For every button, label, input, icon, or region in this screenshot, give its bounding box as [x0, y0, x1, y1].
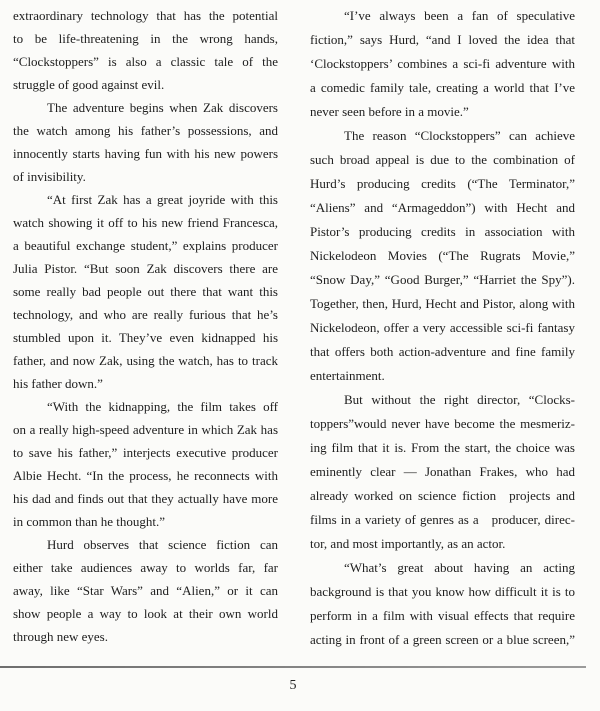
text-line: to save his father,” interjects executive producer [13, 445, 278, 460]
text-line: entertainment. [310, 368, 385, 383]
text-line: extraordinary technology that has the potential [13, 8, 278, 23]
text-line: away, like “Star Wars” and “Alien,” or it can [13, 583, 278, 598]
text-line: innocently starts having fun with his new powers [13, 146, 278, 161]
text-line: such broad appeal is due to the combination of [310, 152, 575, 167]
text-line: his father down.” [13, 376, 103, 391]
text-line: technology, and who are really furious that he’s [13, 307, 278, 322]
text-line: “With the kidnapping, the film takes off [47, 399, 278, 414]
text-line: never seen before in a movie.” [310, 104, 469, 119]
text-line: struggle of good against evil. [13, 77, 165, 92]
text-line: The adventure begins when Zak discovers [47, 100, 278, 115]
text-line: films in a variety of genres as a producer, direc- [310, 512, 575, 527]
text-line: through new eyes. [13, 629, 108, 644]
text-line: Hurd’s producing credits (“The Terminator,” [310, 176, 575, 191]
text-line: Together, then, Hurd, Hecht and Pistor, along with [310, 296, 575, 311]
text-line: Pistor’s producing credits in association with [310, 224, 575, 239]
text-columns [13, 4, 575, 652]
text-line: “At first Zak has a great joyride with this [47, 192, 278, 207]
page-number: 5 [289, 678, 297, 693]
text-line: acting in front of a green screen or a blue screen,” [310, 632, 575, 647]
text-line: ing film that it is. From the start, the choice was [310, 440, 575, 455]
text-column-left [13, 4, 278, 652]
text-line: tor, and most importantly, as an actor. [310, 536, 506, 551]
text-line: fiction,” says Hurd, “and I loved the idea that [310, 32, 575, 47]
text-line: Nickelodeon Movies (“The Rugrats Movie,” [310, 248, 575, 263]
text-line: Hurd observes that science fiction can [47, 537, 278, 552]
text-line: Nickelodeon, offer a very accessible sci-fi fantasy [310, 320, 575, 335]
text-line: toppers”would never have become the mesmeriz- [310, 416, 575, 431]
text-line: perform in a film with visual effects that require [310, 608, 575, 623]
text-line: that offers both action-adventure and fine family [310, 344, 575, 359]
text-line: on a really high-speed adventure in which Zak has [13, 422, 278, 437]
text-line: eminently clear — Jonathan Frakes, who had [310, 464, 575, 479]
text-line: father, and now Zak, using the watch, has to track [13, 353, 278, 368]
text-line: “Aliens” and “Armageddon”) with Hecht and [310, 200, 575, 215]
text-line: either take audiences away to worlds far, far [13, 560, 278, 575]
text-line: some really bad people out there that want this [13, 284, 278, 299]
text-line: show people a way to look at their own world [13, 606, 278, 621]
text-column-right [310, 4, 575, 652]
text-line: already worked on science fiction projects and [310, 488, 575, 503]
text-line: “What’s great about having an acting [344, 560, 575, 575]
text-line: a comedic family tale, creating a world that I’ve [310, 80, 575, 95]
text-line: watch showing it off to his new friend Francesca, [13, 215, 278, 230]
text-line: a beautiful exchange student,” explains producer [13, 238, 278, 253]
text-line: of invisibility. [13, 169, 86, 184]
text-line: his dad and finds out that they actually have more [13, 491, 278, 506]
text-line: Albie Hecht. “In the process, he reconnects with [13, 468, 278, 483]
text-line: the watch among his father’s possessions, and [13, 123, 278, 138]
text-line: in common than he thought.” [13, 514, 166, 529]
text-line: Julia Pistor. “But soon Zak discovers there are [13, 261, 278, 276]
text-line: The reason “Clockstoppers” can achieve [344, 128, 575, 143]
page-footer [0, 678, 586, 694]
text-line: stumbled upon it. They’ve even kidnapped his [13, 330, 278, 345]
text-line: background is that you know how difficult it is to [310, 584, 575, 599]
text-line: “Clockstoppers” is also a classic tale of the [13, 54, 278, 69]
text-line: ‘Clockstoppers’ combines a sci-fi adventure with [310, 56, 575, 71]
text-line: “Snow Day,” “Good Burger,” “Harriet the Spy”). [310, 272, 575, 287]
text-line: to be life-threatening in the wrong hands, [13, 31, 278, 46]
footer-divider [0, 666, 586, 668]
text-line: “I’ve always been a fan of speculative [344, 8, 575, 23]
text-line: But without the right director, “Clocks- [344, 392, 575, 407]
